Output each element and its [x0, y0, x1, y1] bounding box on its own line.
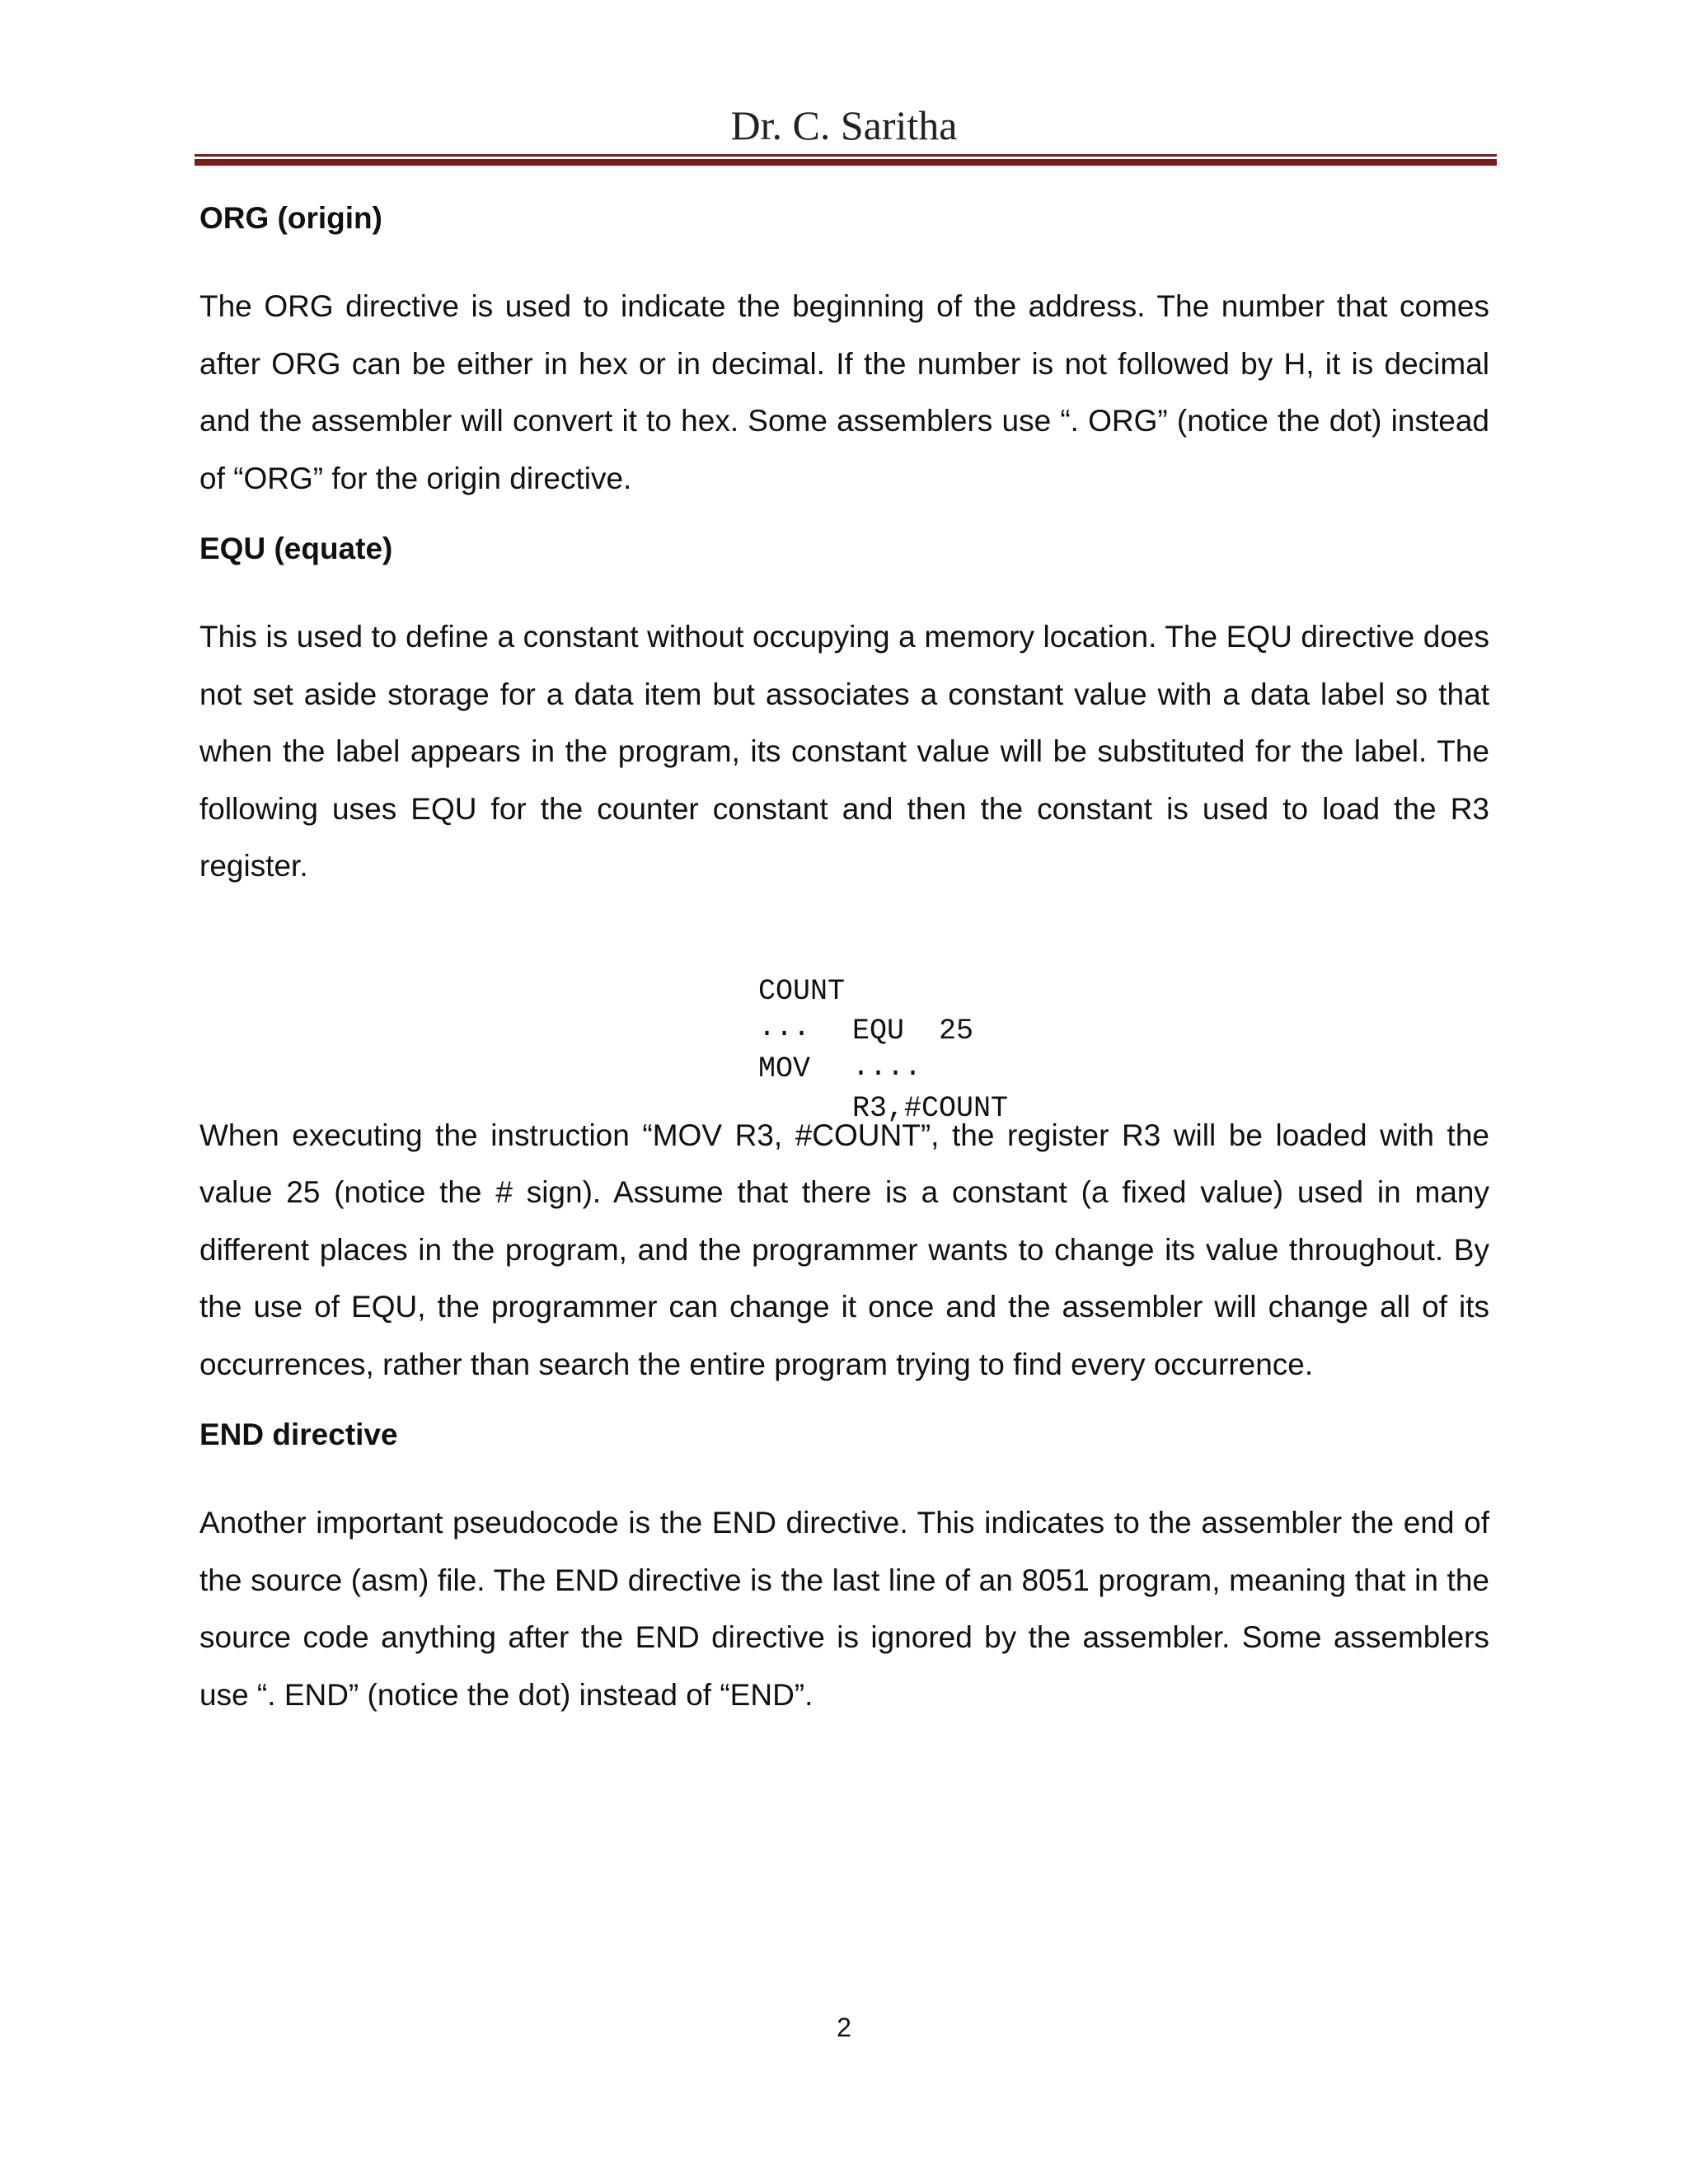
code-operand: EQU 25 — [852, 1014, 974, 1047]
page-header-title: Dr. C. Saritha — [730, 102, 958, 148]
section-paragraph-end: Another important pseudocode is the END directive. This indicates to the assembler the end of the source (asm) file. The END directive is the last line of an 8051 program, meaning that in the source code anything after the END directive is ignored by the assembler. Some assemblers use “. END” (notice the dot) instead of “END”. — [199, 1506, 1489, 1712]
code-operand: R3,#COUNT — [852, 1091, 1009, 1125]
section-heading-equ: EQU (equate) — [199, 532, 393, 565]
code-label: COUNT — [758, 974, 846, 1008]
code-example — [199, 932, 1489, 1125]
page-content — [199, 194, 1489, 1723]
section-heading-org: ORG (origin) — [199, 201, 382, 235]
section-paragraph-equ-explanation: When executing the instruction “MOV R3, #COUNT”, the register R3 will be loaded with the value 25 (notice the # sign). Assume that there is a constant (a fixed value) used in many different places in the program, and the programmer wants to change its value throughout. By the use of EQU, the programmer can change it once and the assembler will change all of its occurrences, rather than search the entire program trying to find every occurrence. — [199, 1118, 1489, 1381]
page-number: 2 — [837, 2013, 851, 2042]
code-label: ... — [758, 1010, 811, 1044]
header-rule-thin — [195, 154, 1497, 157]
section-paragraph-equ: This is used to define a constant without occupying a memory location. The EQU directive does not set aside storage for a data item but associates a constant value with a data label so that when the label appears in the program, its constant value will be substituted for the label. The following uses EQU for the counter constant and then the constant is used to load the R3 register. — [199, 620, 1489, 883]
code-operand: .... — [852, 1050, 922, 1084]
code-label: MOV — [758, 1052, 811, 1085]
section-paragraph-org: The ORG directive is used to indicate the beginning of the address. The number that comes after ORG can be either in hex or in decimal. If the number is not followed by H, it is decimal and the assembler will convert it to hex. Some assemblers use “. ORG” (notice the dot) instead of “ORG” for the origin directive. — [199, 289, 1489, 495]
header-rule-thick — [195, 159, 1497, 166]
section-heading-end: END directive — [199, 1418, 398, 1451]
